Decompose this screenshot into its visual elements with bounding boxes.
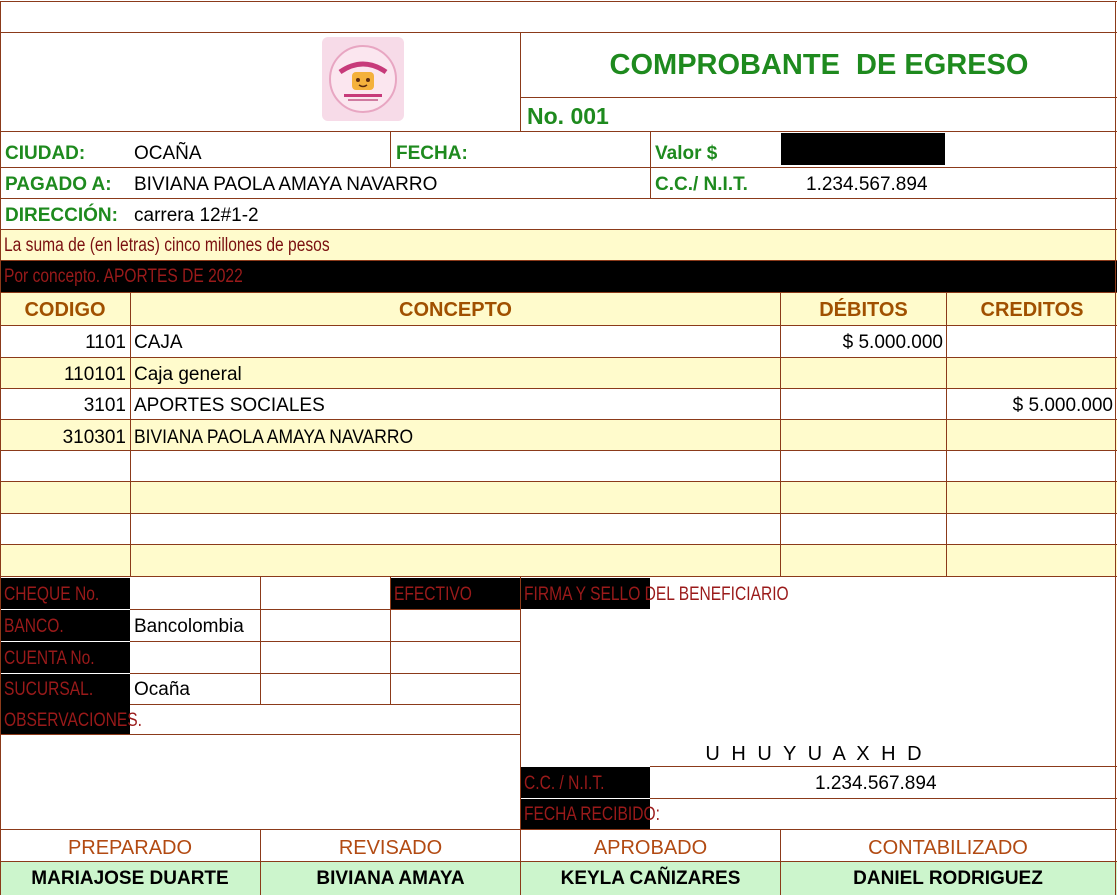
valor-label: Valor $ <box>655 143 718 164</box>
table-row-concepto: Caja general <box>134 364 242 385</box>
document-title: COMPROBANTE DE EGRESO <box>609 48 1029 81</box>
document-number: No. 001 <box>527 103 609 129</box>
table-row-codigo: 3101 <box>83 395 126 416</box>
direccion-label: DIRECCIÓN: <box>5 205 118 226</box>
direccion-value: carrera 12#1-2 <box>134 205 259 226</box>
role-revisado: REVISADO <box>338 837 443 859</box>
beneficiary-signature: U H U Y U A X H D <box>705 743 925 765</box>
pagado-value: BIVIANA PAOLA AMAYA NAVARRO <box>134 174 438 195</box>
row-bg-8 <box>0 545 1117 577</box>
ccnit-value: 1.234.567.894 <box>806 174 928 195</box>
firma-label: FIRMA Y SELLO DEL BENEFICIARIO <box>524 584 789 605</box>
col-header-concepto: CONCEPTO <box>399 299 512 321</box>
cuenta-label: CUENTA No. <box>4 648 95 669</box>
beneficiary-ccnit-label: C.C. / N.I.T. <box>524 773 605 794</box>
beneficiary-ccnit-value: 1.234.567.894 <box>815 773 937 794</box>
role-preparado: PREPARADO <box>67 837 193 859</box>
concepto-text: Por concepto. APORTES DE 2022 <box>4 266 243 287</box>
table-row-debito: $ 5.000.000 <box>842 332 943 353</box>
logo-icon <box>326 42 400 116</box>
role-contabilizado: CONTABILIZADO <box>868 837 1028 859</box>
fecha-label: FECHA: <box>396 143 468 164</box>
table-row-codigo: 1101 <box>85 332 126 353</box>
suma-text: La suma de (en letras) cinco millones de pesos <box>4 235 330 256</box>
efectivo-label: EFECTIVO <box>394 584 472 605</box>
table-row-concepto: APORTES SOCIALES <box>134 395 325 416</box>
observaciones-label: OBSERVACIONES. <box>4 710 142 731</box>
sucursal-label: SUCURSAL. <box>4 679 94 700</box>
company-logo <box>322 37 404 121</box>
table-row-codigo: 110101 <box>64 364 126 385</box>
name-contabilizado: DANIEL RODRIGUEZ <box>853 868 1043 889</box>
pagado-label: PAGADO A: <box>5 174 112 195</box>
name-preparado: MARIAJOSE DUARTE <box>31 868 229 889</box>
cheque-label: CHEQUE No. <box>4 584 100 605</box>
banco-value: Bancolombia <box>134 616 244 637</box>
table-row-concepto: CAJA <box>134 332 183 353</box>
table-row-credito: $ 5.000.000 <box>1012 395 1113 416</box>
name-aprobado: KEYLA CAÑIZARES <box>560 868 741 889</box>
row-bg-6 <box>0 482 1117 513</box>
banco-label: BANCO. <box>4 616 64 637</box>
role-aprobado: APROBADO <box>593 837 708 859</box>
col-header-creditos: CREDITOS <box>980 299 1084 321</box>
col-header-codigo: CODIGO <box>24 299 106 321</box>
valor-redaction <box>781 133 945 165</box>
table-row-concepto: BIVIANA PAOLA AMAYA NAVARRO <box>134 427 414 448</box>
ciudad-label: CIUDAD: <box>5 143 86 164</box>
name-revisado: BIVIANA AMAYA <box>316 868 465 889</box>
ccnit-label: C.C./ N.I.T. <box>655 174 748 195</box>
ciudad-value: OCAÑA <box>134 143 202 164</box>
col-header-debitos: DÉBITOS <box>819 299 908 321</box>
table-row-codigo: 310301 <box>62 427 126 448</box>
sucursal-value: Ocaña <box>134 679 190 700</box>
fecha-recibido-label: FECHA RECIBIDO: <box>524 804 660 825</box>
